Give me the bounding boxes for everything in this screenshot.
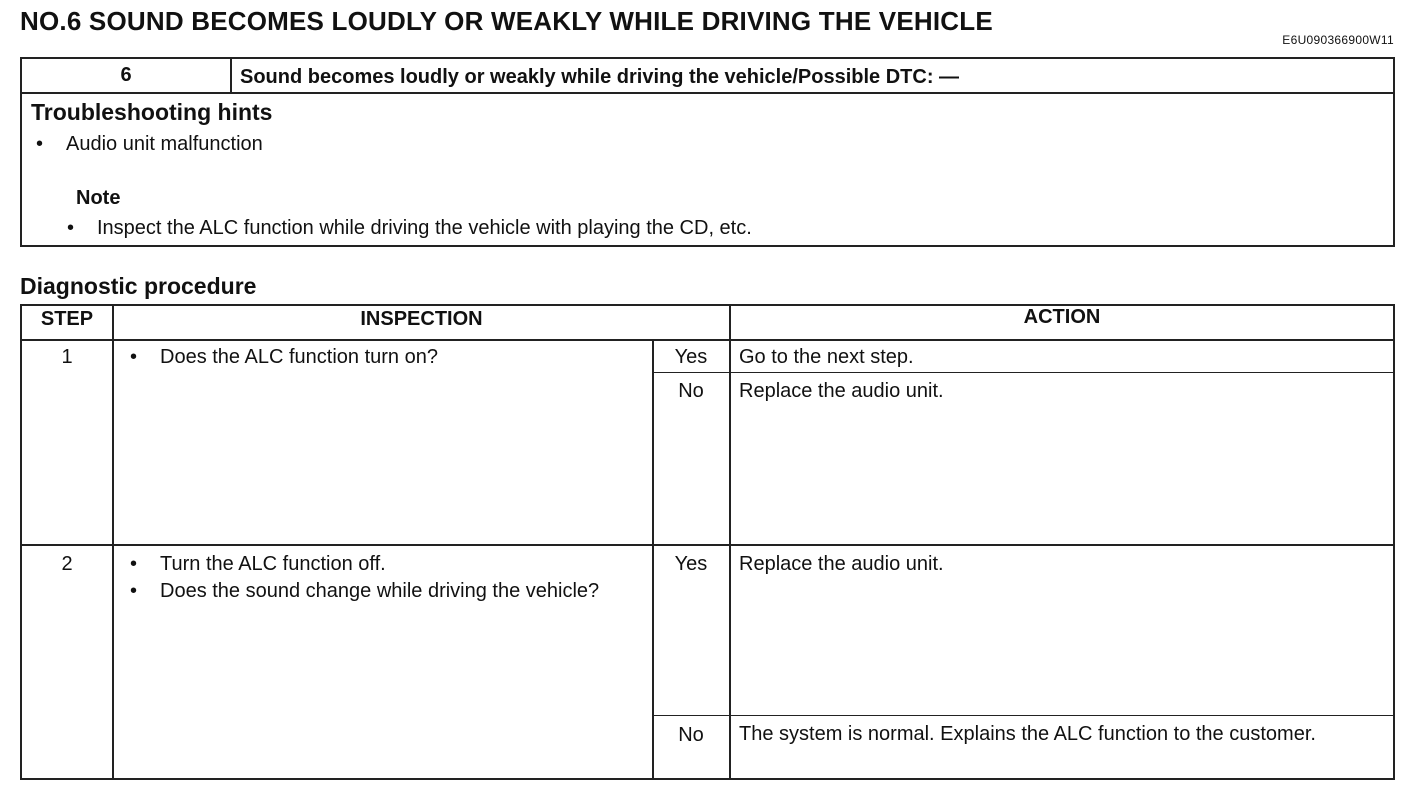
hint-item-text: Audio unit malfunction <box>66 133 263 155</box>
diagnostic-table <box>20 304 1395 780</box>
inspection-item-text: Turn the ALC function off. <box>160 553 386 575</box>
symptom-number: 6 <box>22 59 232 92</box>
note-item-text: Inspect the ALC function while driving the vehicle with playing the CD, etc. <box>97 217 752 239</box>
action-text: Replace the audio unit. <box>739 553 944 575</box>
page-title: NO.6 SOUND BECOMES LOUDLY OR WEAKLY WHILE DRIVING THE VEHICLE <box>20 6 993 36</box>
table-divider <box>112 306 114 778</box>
symptom-header-box <box>20 57 1395 247</box>
bullet-icon: • <box>36 133 44 155</box>
answer-no: No <box>678 380 704 402</box>
step-number: 2 <box>61 553 73 575</box>
inspection-item <box>130 551 640 578</box>
symptom-description: Sound becomes loudly or weakly while driving the vehicle/Possible DTC: — <box>240 66 960 88</box>
inspection-item <box>130 344 640 371</box>
table-divider <box>22 544 1393 546</box>
table-divider <box>652 715 1393 716</box>
diagnostic-procedure-title: Diagnostic procedure <box>20 273 257 299</box>
inspection-item <box>130 578 630 605</box>
hint-item <box>36 133 263 156</box>
column-header-action: ACTION <box>1023 306 1101 328</box>
step-number: 1 <box>61 346 73 368</box>
table-divider <box>22 339 1393 341</box>
answer-no: No <box>678 724 704 746</box>
note-title: Note <box>76 187 121 209</box>
column-header-inspection: INSPECTION <box>360 308 483 330</box>
bullet-icon: • <box>130 553 138 575</box>
answer-yes: Yes <box>674 553 708 575</box>
note-item <box>67 217 752 240</box>
action-text: The system is normal. Explains the ALC function to the customer. <box>739 723 1316 745</box>
bullet-icon: • <box>67 217 75 239</box>
document-id: E6U090366900W11 <box>1282 33 1394 47</box>
answer-yes: Yes <box>674 346 708 368</box>
table-divider <box>729 306 731 778</box>
column-header-step: STEP <box>40 308 94 330</box>
symptom-row <box>22 59 1393 94</box>
bullet-icon: • <box>130 346 138 368</box>
action-text: Go to the next step. <box>739 346 914 368</box>
inspection-item-text: Does the sound change while driving the vehicle? <box>160 580 600 602</box>
table-divider <box>652 372 1393 373</box>
troubleshooting-hints-title: Troubleshooting hints <box>31 99 273 125</box>
bullet-icon: • <box>130 580 138 602</box>
action-text: Replace the audio unit. <box>739 380 944 402</box>
inspection-item-text: Does the ALC function turn on? <box>160 346 438 368</box>
